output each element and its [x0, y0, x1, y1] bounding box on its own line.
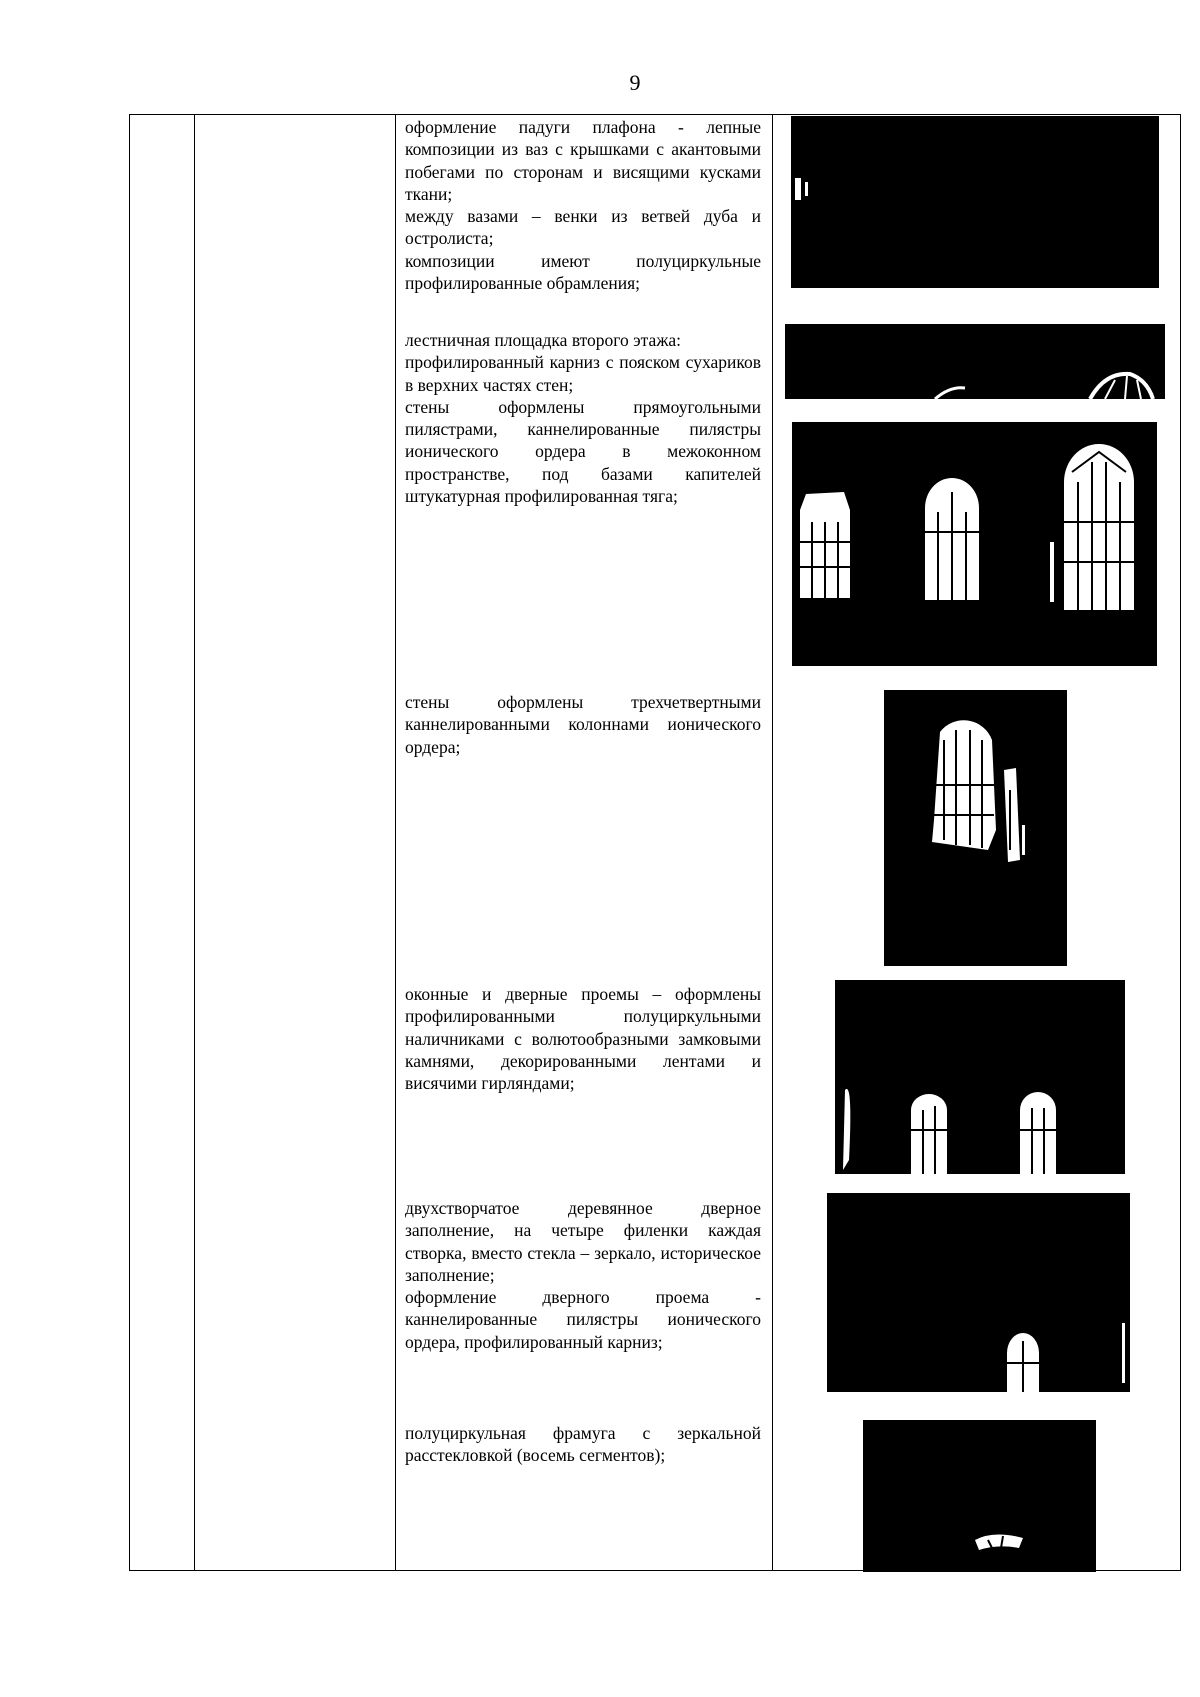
photo-landing-walls: [792, 422, 1157, 666]
paragraph: двухстворчатое деревянное дверное заполнение, на четыре филенки каждая створка, вместо стекла – зеркало, историческое заполнение;: [405, 1198, 761, 1285]
paragraph: полуциркульная фрамуга с зеркальной расстекловкой (восемь сегментов);: [405, 1423, 761, 1466]
photo-ionic-columns: [884, 690, 1067, 966]
paragraph: лестничная площадка второго этажа:: [405, 330, 682, 350]
paragraph: профилированный карниз с пояском сухариков в верхних частях стен;: [405, 352, 761, 395]
paragraph: стены оформлены трехчетвертными каннелированными колоннами ионического ордера;: [405, 692, 761, 757]
paragraph: между вазами – венки из ветвей дуба и остролиста;: [405, 206, 761, 249]
photo-semicircular-transom: [863, 1420, 1096, 1572]
photo-double-door: [827, 1193, 1130, 1392]
photo-window-door-openings: [835, 980, 1125, 1174]
paragraph: композиции имеют полуциркульные профилированные обрамления;: [405, 250, 761, 294]
row-4-description: [405, 983, 761, 1094]
column-divider: [772, 115, 773, 1570]
photo-landing-cornice: [785, 324, 1165, 399]
column-divider: [395, 115, 396, 1570]
paragraph: оформление падуги плафона - лепные композиции из ваз с крышками с акантовыми побегами по сторонам и висящими кусками ткани;: [405, 117, 761, 204]
photo-ceiling-cove: [791, 116, 1159, 288]
row-2-description: [405, 329, 761, 507]
column-divider: [194, 115, 195, 1570]
paragraph: оконные и дверные проемы – оформлены профилированными полуциркульными наличниками с волютообразными замковыми камнями, декорированными лентами и висячими гирляндами;: [405, 984, 761, 1094]
paragraph: стены оформлены прямоугольными пилястрами, каннелированные пилястры ионического ордера в межоконном пространстве, под базами капителей штукатурная профилированная тяга;: [405, 396, 761, 507]
row-1-description: [405, 116, 761, 294]
page-number: 9: [629, 70, 641, 95]
paragraph: оформление дверного проема - каннелированные пилястры ионического ордера, профилированный карниз;: [405, 1287, 761, 1352]
row-5-description: [405, 1197, 761, 1353]
row-3-description: [405, 691, 761, 758]
row-6-description: [405, 1422, 761, 1467]
